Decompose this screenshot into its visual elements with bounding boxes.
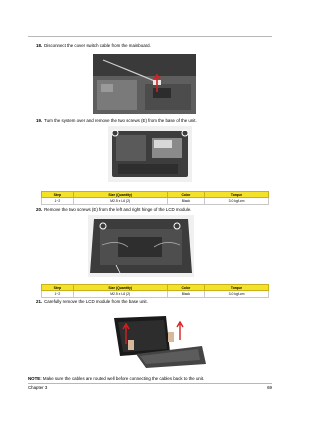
- step-20: [36, 207, 192, 212]
- note: [28, 376, 204, 381]
- table-cell: M2.5 x L6 (2): [73, 198, 167, 204]
- table-row: [42, 198, 269, 204]
- column-header: Step: [42, 192, 74, 198]
- screw-spec-table-1: [41, 191, 269, 205]
- lcd-removal-photo: [106, 314, 208, 369]
- table-cell: Black: [167, 291, 204, 297]
- step-number: 18.: [36, 43, 43, 48]
- step-number: 21.: [36, 299, 43, 304]
- table-cell: 3.0 kgf-cm: [205, 291, 269, 297]
- note-label: NOTE:: [28, 376, 42, 381]
- step-text: Turn the system over and remove the two screws (E) from the base of the unit.: [44, 118, 197, 123]
- step-number: 19.: [36, 118, 43, 123]
- screw-spec-table-2: [41, 284, 269, 298]
- table-row: [42, 291, 269, 297]
- cover-switch-cable-photo: [93, 54, 196, 114]
- base-screws-photo: [108, 126, 192, 182]
- table-cell: 1~2: [42, 291, 74, 297]
- table-cell: Black: [167, 198, 204, 204]
- column-header: Torque: [205, 285, 269, 291]
- column-header: Torque: [205, 192, 269, 198]
- footer-rule: [28, 383, 272, 384]
- step-text: Remove the two screws (E) from the left and right hinge of the LCD module.: [44, 207, 192, 212]
- step-text: Disconnect the cover switch cable from the mainboard.: [44, 43, 151, 48]
- header-rule: [28, 36, 272, 37]
- step-18: [36, 43, 151, 48]
- note-text: Make sure the cables are routed well before connecting the cables back to the unit.: [42, 376, 205, 381]
- column-header: Size (Quantity): [73, 192, 167, 198]
- page-number: 69: [267, 385, 272, 390]
- column-header: Color: [167, 285, 204, 291]
- step-21: [36, 299, 148, 304]
- table-cell: 1~2: [42, 198, 74, 204]
- chapter-label: Chapter 3: [28, 385, 48, 390]
- step-text: Carefully remove the LCD module from the base unit.: [44, 299, 148, 304]
- column-header: Color: [167, 192, 204, 198]
- table-cell: 3.0 kgf-cm: [205, 198, 269, 204]
- table-cell: M2.5 x L6 (2): [73, 291, 167, 297]
- step-number: 20.: [36, 207, 43, 212]
- hinge-screws-photo: [88, 215, 194, 277]
- column-header: Size (Quantity): [73, 285, 167, 291]
- column-header: Step: [42, 285, 74, 291]
- step-19: [36, 118, 197, 123]
